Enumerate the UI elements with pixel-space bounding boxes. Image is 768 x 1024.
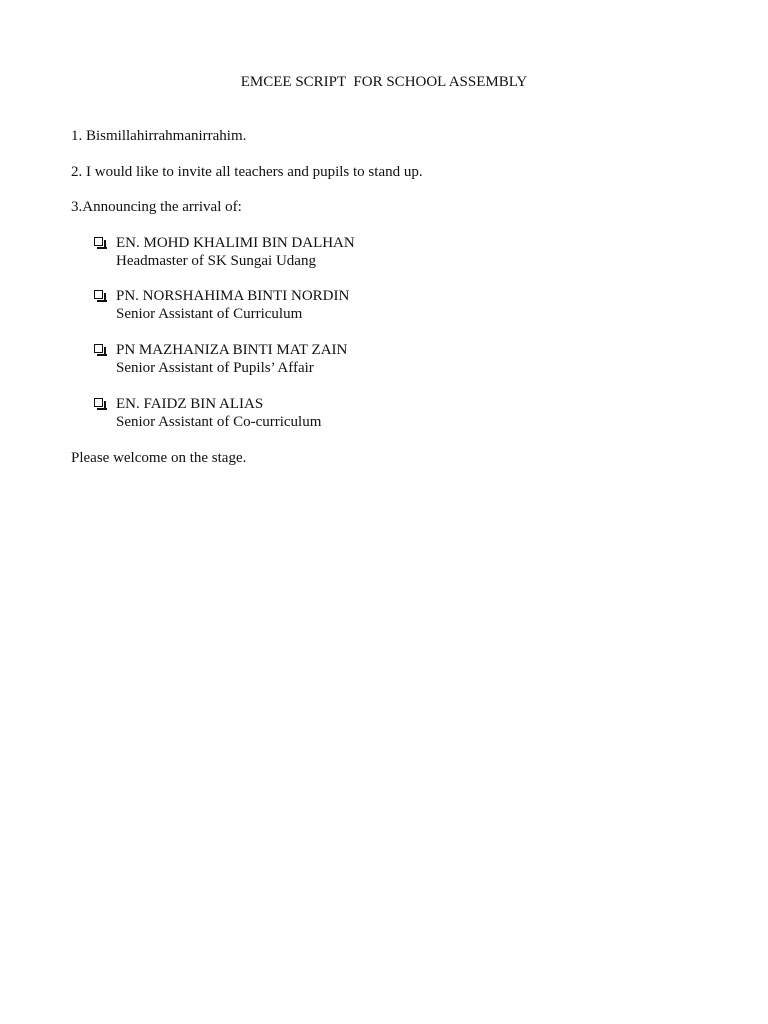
step-bismillah: 1. Bismillahirrahmanirrahim. — [71, 128, 247, 144]
dignitary-role: Headmaster of SK Sungai Udang — [116, 253, 316, 269]
checkbox-icon — [94, 290, 103, 299]
document-title: EMCEE SCRIPT FOR SCHOOL ASSEMBLY — [240, 74, 528, 90]
dignitary-role: Senior Assistant of Curriculum — [116, 306, 303, 322]
dignitary-role: Senior Assistant of Pupils’ Affair — [116, 360, 314, 376]
step-announce-arrival: 3.Announcing the arrival of: — [71, 199, 242, 215]
dignitary-name: PN MAZHANIZA BINTI MAT ZAIN — [116, 342, 348, 358]
checkbox-icon — [94, 398, 103, 407]
checkbox-icon — [94, 344, 103, 353]
step-stand-up: 2. I would like to invite all teachers and pupils to stand up. — [71, 164, 423, 180]
dignitary-name: PN. NORSHAHIMA BINTI NORDIN — [116, 288, 350, 304]
dignitary-role: Senior Assistant of Co-curriculum — [116, 414, 322, 430]
checkbox-icon — [94, 237, 103, 246]
dignitary-name: EN. FAIDZ BIN ALIAS — [116, 396, 264, 412]
closing-line: Please welcome on the stage. — [71, 450, 247, 466]
dignitary-name: EN. MOHD KHALIMI BIN DALHAN — [116, 235, 355, 251]
